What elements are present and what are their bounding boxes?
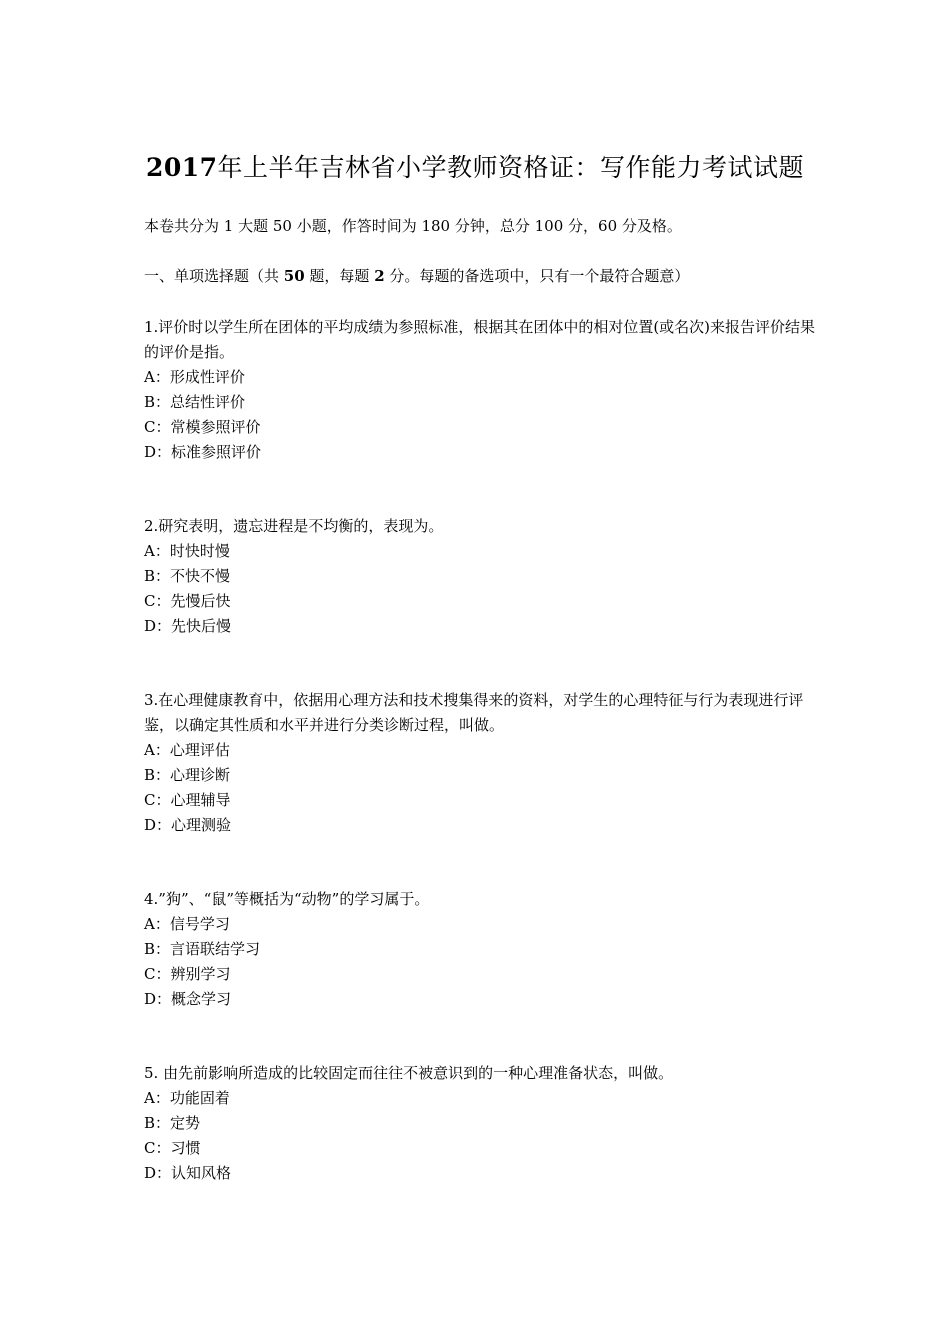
option-a: A：信号学习 — [144, 915, 230, 933]
question-stem: 2.研究表明，遗忘进程是不均衡的，表现为。 — [144, 517, 444, 535]
option-c: C：先慢后快 — [144, 592, 231, 610]
section-mid: 题，每题 — [304, 267, 375, 285]
title-text: 年上半年吉林省小学教师资格证：写作能力考试试题 — [217, 152, 805, 182]
question-1 — [144, 315, 816, 465]
option-a: A：时快时慢 — [144, 542, 230, 560]
title-year: 2017 — [145, 152, 218, 182]
option-a: A：功能固着 — [144, 1089, 230, 1107]
section-count: 50 — [283, 267, 305, 285]
option-a: A：心理评估 — [144, 741, 230, 759]
question-4 — [144, 887, 816, 1012]
section-heading — [144, 265, 689, 287]
option-b: B：总结性评价 — [144, 393, 246, 411]
option-a: A：形成性评价 — [144, 368, 245, 386]
exam-intro: 本卷共分为 1 大题 50 小题，作答时间为 180 分钟，总分 100 分，60 分及格。 — [144, 217, 682, 235]
option-b: B：心理诊断 — [144, 766, 231, 784]
question-stem: 4.”狗”、“鼠”等概括为“动物”的学习属于。 — [144, 890, 430, 908]
option-d: D：先快后慢 — [144, 617, 232, 635]
option-c: C：心理辅导 — [144, 791, 231, 809]
question-stem: 3.在心理健康教育中，依据用心理方法和技术搜集得来的资料，对学生的心理特征与行为表现进行评鉴，以确定其性质和水平并进行分类诊断过程，叫做。 — [144, 691, 804, 734]
option-b: B：定势 — [144, 1114, 201, 1132]
option-d: D：标准参照评价 — [144, 443, 262, 461]
question-stem: 5. 由先前影响所造成的比较固定而往往不被意识到的一种心理准备状态，叫做。 — [144, 1064, 674, 1082]
question-5 — [144, 1061, 816, 1186]
document-title — [0, 151, 950, 185]
option-d: D：心理测验 — [144, 816, 232, 834]
question-3 — [144, 688, 816, 838]
option-c: C：习惯 — [144, 1139, 201, 1157]
option-d: D：认知风格 — [144, 1164, 232, 1182]
section-suffix: 分。每题的备选项中，只有一个最符合题意） — [384, 267, 690, 285]
option-d: D：概念学习 — [144, 990, 232, 1008]
question-stem: 1.评价时以学生所在团体的平均成绩为参照标准，根据其在团体中的相对位置(或名次)来报告评价结果的评价是指。 — [144, 318, 816, 361]
option-c: C：常模参照评价 — [144, 418, 261, 436]
option-c: C：辨别学习 — [144, 965, 231, 983]
section-prefix: 一、单项选择题（共 — [144, 267, 284, 285]
section-points: 2 — [374, 267, 385, 285]
question-2 — [144, 514, 816, 639]
option-b: B：不快不慢 — [144, 567, 231, 585]
option-b: B：言语联结学习 — [144, 940, 261, 958]
